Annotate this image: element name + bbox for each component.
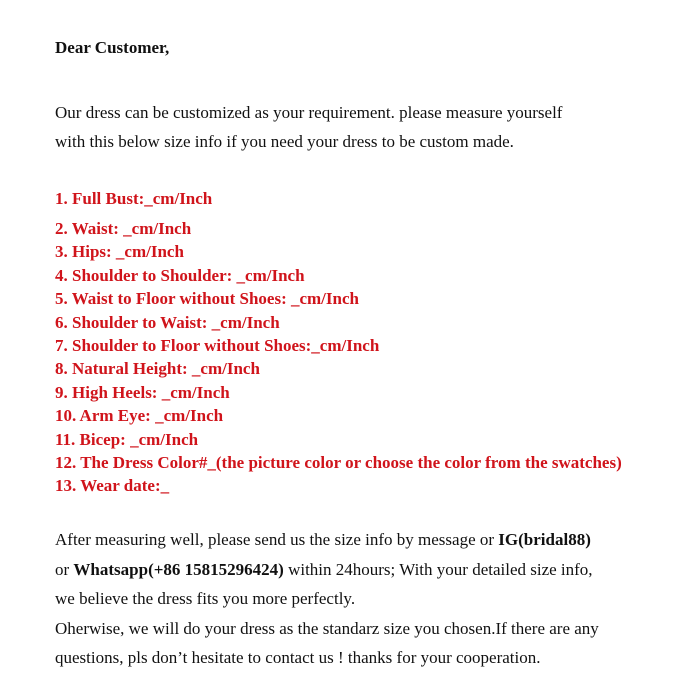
measurement-item-hips: 3. Hips: _cm/Inch — [55, 242, 184, 262]
measurement-item-arm-eye: 10. Arm Eye: _cm/Inch — [55, 406, 224, 426]
closing-line — [55, 555, 599, 585]
intro-line: with this below size info if you need your dress to be custom made. — [55, 132, 514, 151]
measurement-item-high-heels: 9. High Heels: _cm/Inch — [55, 382, 230, 402]
measurement-item-natural-height: 8. Natural Height: _cm/Inch — [55, 359, 260, 379]
measurement-item-bicep: 11. Bicep: _cm/Inch — [55, 429, 199, 449]
measurement-item-shoulder-to-waist: 6. Shoulder to Waist: _cm/Inch — [55, 312, 280, 332]
closing-text: After measuring well, please send us the size info by message or — [55, 530, 499, 549]
closing-text: or — [55, 559, 74, 579]
closing-line — [55, 525, 599, 555]
measurement-item-shoulder-to-floor: 7. Shoulder to Floor without Shoes:_cm/Inch — [55, 335, 380, 355]
closing-line: questions, pls don’t hesitate to contact us ! thanks for your cooperation. — [55, 648, 541, 667]
closing-line: Oherwise, we will do your dress as the standarz size you chosen.If there are any — [55, 618, 599, 638]
measurement-item-waist-to-floor: 5. Waist to Floor without Shoes: _cm/Inch — [55, 289, 359, 309]
measurement-item-shoulder-to-shoulder: 4. Shoulder to Shoulder: _cm/Inch — [55, 265, 305, 285]
closing-text: within 24hours; With your detailed size info, — [283, 559, 593, 579]
measurement-item-dress-color: 12. The Dress Color#_(the picture color or choose the color from the swatches) — [55, 452, 622, 472]
intro-paragraph — [55, 98, 562, 156]
measurement-list — [55, 187, 622, 498]
greeting-heading: Dear Customer, — [55, 38, 170, 57]
measurement-item-waist: 2. Waist: _cm/Inch — [55, 219, 192, 238]
closing-paragraph — [55, 525, 599, 673]
measurement-item-wear-date: 13. Wear date:_ — [55, 476, 170, 496]
closing-line: we believe the dress fits you more perfectly. — [55, 589, 356, 608]
instagram-handle: IG(bridal88) — [498, 530, 591, 549]
whatsapp-contact: Whatsapp(+86 15815296424) — [73, 559, 284, 579]
intro-line: Our dress can be customized as your requirement. please measure yourself — [55, 103, 563, 122]
measurement-item-full-bust: 1. Full Bust:_cm/Inch — [55, 189, 213, 208]
